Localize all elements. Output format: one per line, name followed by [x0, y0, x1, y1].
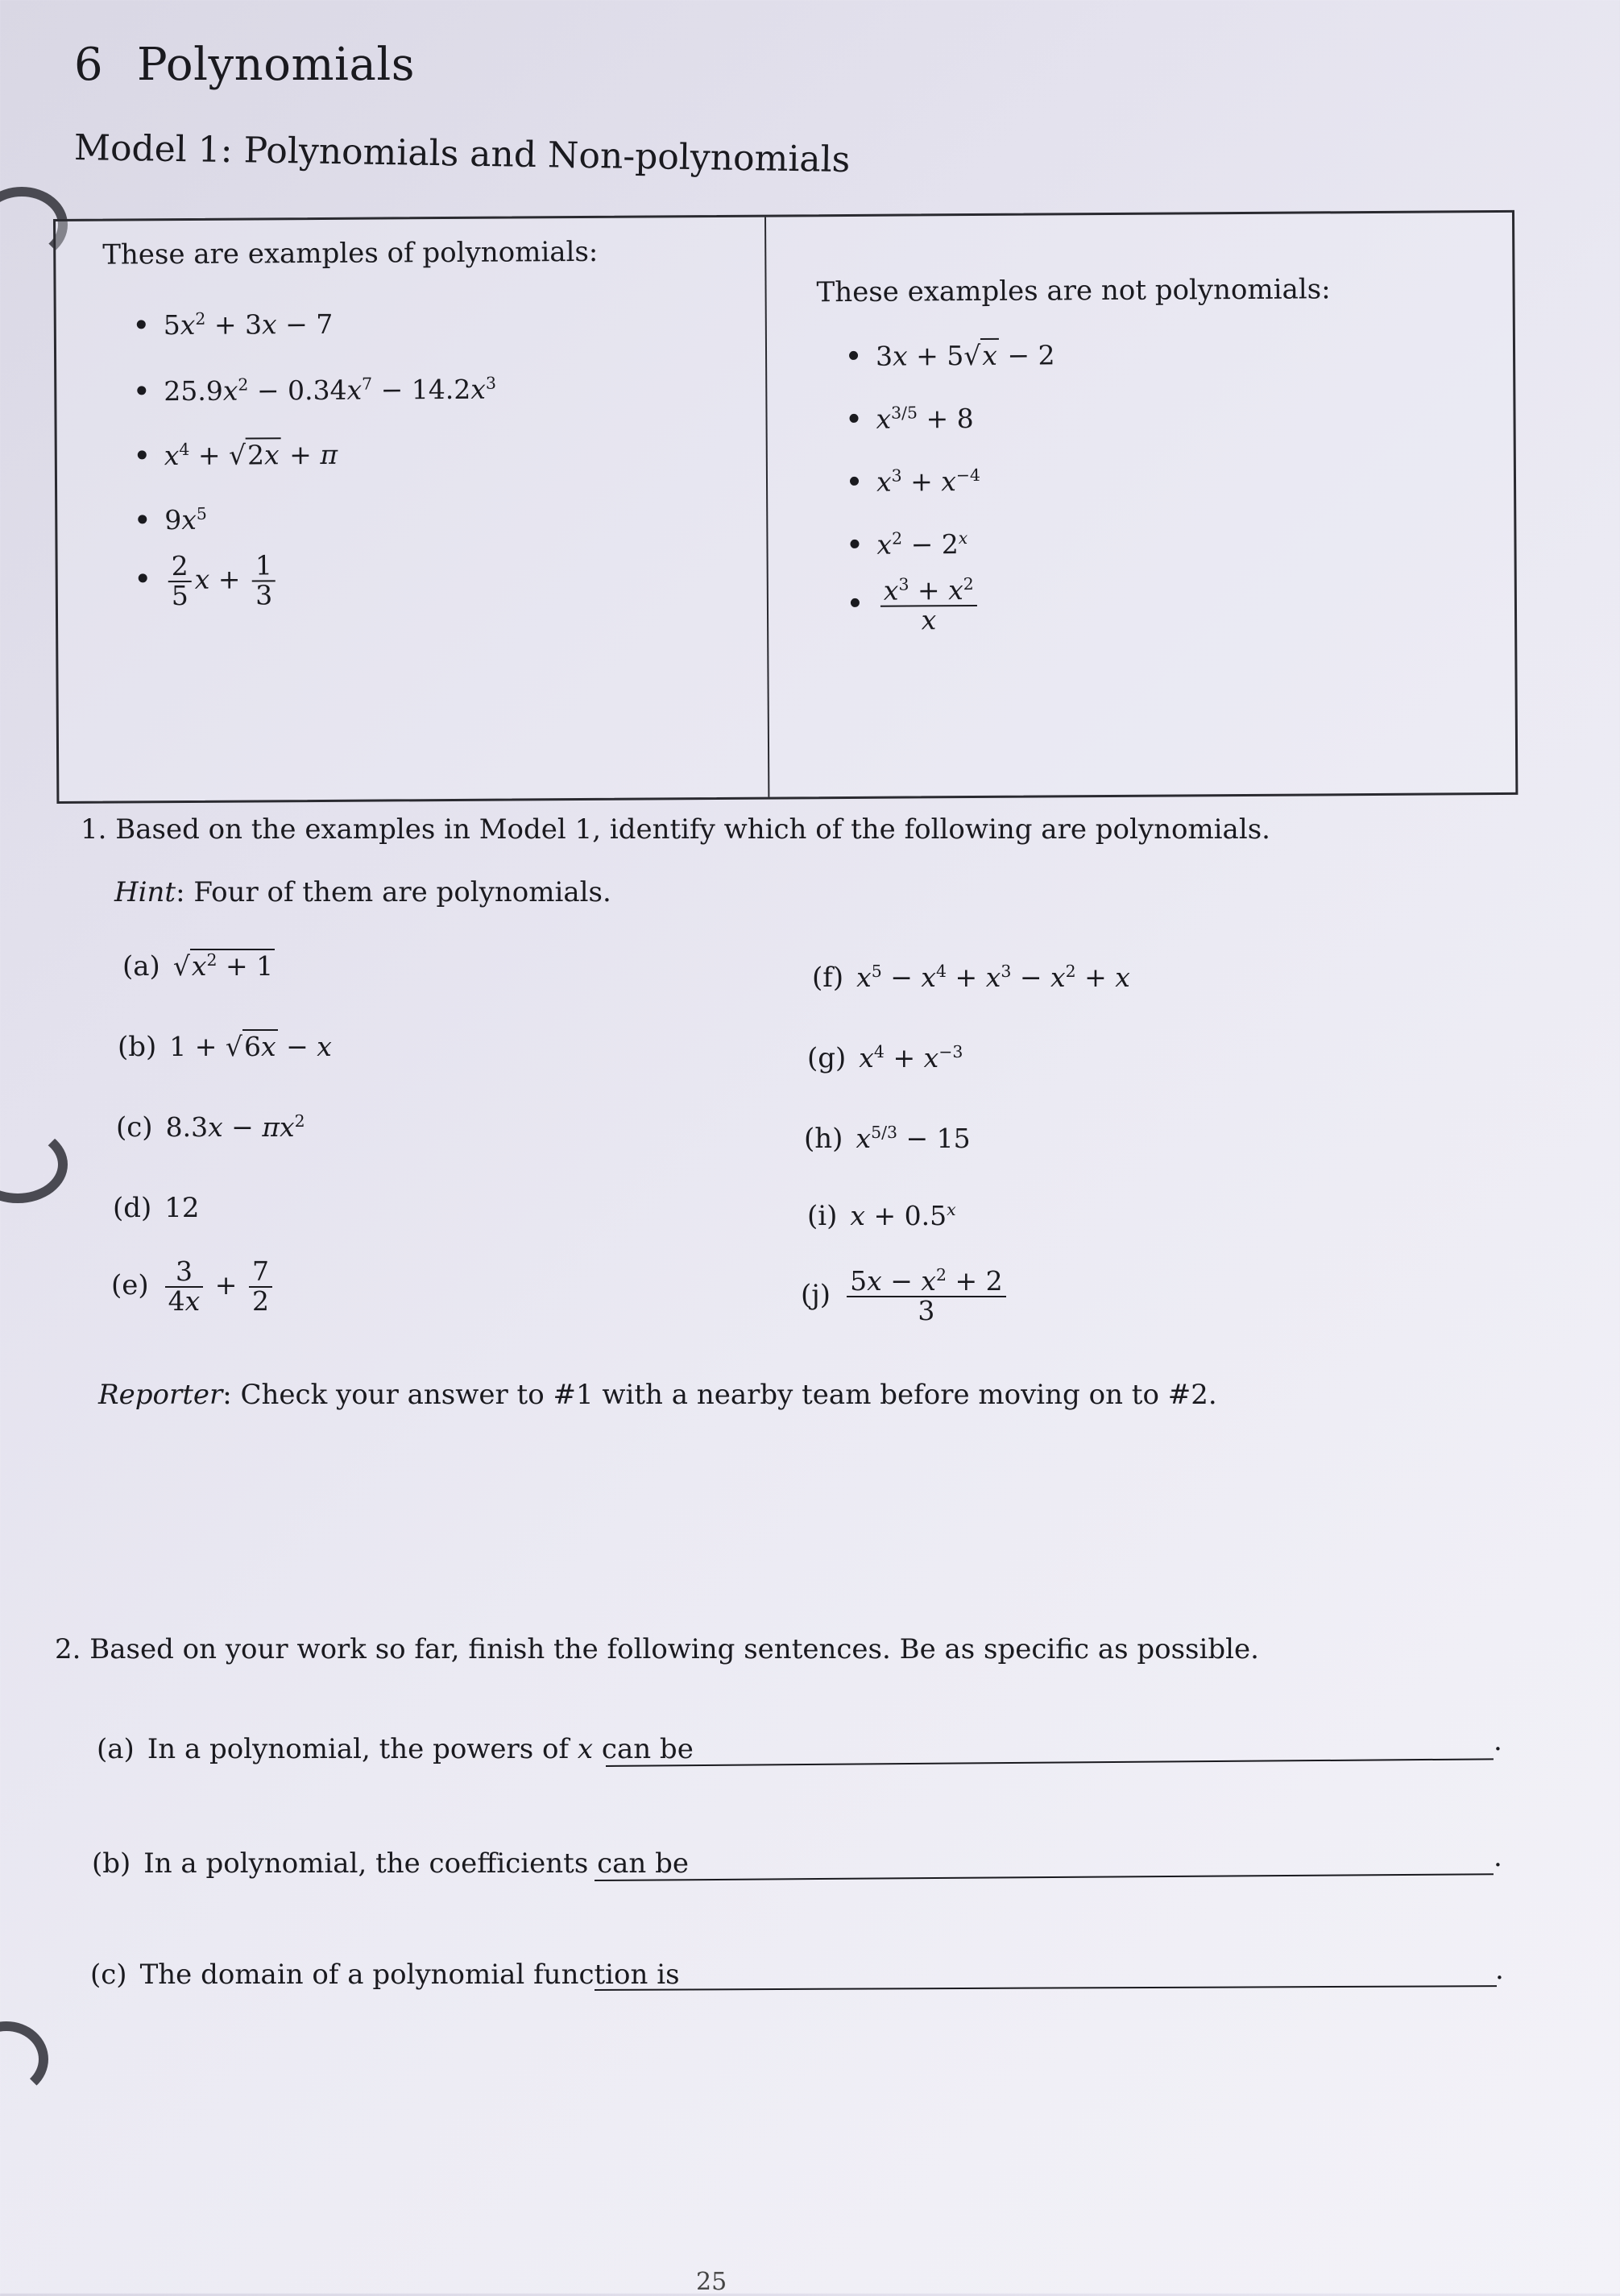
- non-polynomials-heading: These examples are not polynomials:: [816, 273, 1331, 309]
- sentence-label: (c): [90, 1959, 127, 1991]
- option-label: (c): [116, 1111, 153, 1144]
- option-j: (j) $\frac{5x - x^2 + 2}{3}$: [801, 1268, 1009, 1325]
- answer-line-c[interactable]: [595, 1985, 1497, 1991]
- list-item: $x^{3/5} + 8$: [849, 403, 973, 435]
- question-2-number: 2.: [55, 1633, 81, 1665]
- sentence-a: [97, 1733, 694, 1765]
- option-label: (a): [122, 950, 160, 983]
- question-2-text: Based on your work so far, finish the following sentences. Be as specific as possible.: [89, 1633, 1259, 1665]
- sentence-label: (a): [97, 1733, 135, 1765]
- option-a: (a) $√x^2 + 1$: [122, 950, 274, 983]
- option-label: (j): [801, 1278, 831, 1311]
- sentence-b-period: .: [1494, 1841, 1502, 1873]
- section-heading: [74, 39, 415, 91]
- option-label: (g): [807, 1042, 847, 1074]
- sentence-c-text: The domain of a polynomial function is: [139, 1959, 680, 1991]
- hint-label: Hint: [114, 876, 176, 908]
- question-1: [81, 813, 1270, 846]
- option-label: (b): [118, 1031, 157, 1063]
- list-item: $x^4 + √2x + \pi$: [138, 439, 338, 472]
- option-i: (i) $x + 0.5^x$: [807, 1200, 956, 1232]
- reporter-note: [98, 1379, 1217, 1411]
- binder-ring-middle: [0, 1126, 68, 1203]
- option-g: (g) $x^4 + x^{-3}$: [807, 1042, 963, 1074]
- question-1-number: 1.: [81, 813, 107, 846]
- model-title: Model 1: Polynomials and Non-polynomials: [73, 127, 851, 181]
- section-title: Polynomials: [137, 39, 415, 91]
- question-2: [55, 1633, 1259, 1665]
- option-label: (d): [113, 1192, 152, 1224]
- list-item: $x^3 + x^{-4}$: [850, 465, 980, 498]
- option-label: (f): [812, 962, 844, 994]
- option-b: (b) 1 + √6x − x: [118, 1031, 332, 1063]
- option-e: (e) $\frac{3}{4x}$ + $\frac{7}{2}$: [111, 1258, 276, 1315]
- table-divider: [764, 217, 769, 797]
- sentence-b: [92, 1847, 689, 1880]
- sentence-c-period: .: [1495, 1954, 1504, 1986]
- reporter-label: Reporter: [98, 1379, 223, 1411]
- list-item: $x^2 - 2^x$: [850, 528, 967, 561]
- binder-ring-bottom: [0, 2021, 48, 2097]
- answer-line-b[interactable]: [595, 1873, 1494, 1881]
- option-f: (f) $x^5 - x^4 + x^3 - x^2 + x$: [812, 962, 1130, 994]
- option-h: (h) $x^{5/3} - 15$: [804, 1123, 971, 1155]
- option-label: (h): [804, 1123, 843, 1155]
- hint-text: : Four of them are polynomials.: [176, 876, 611, 908]
- option-d: (d) 12: [113, 1192, 200, 1224]
- list-item: $\frac{2}{5}$ x + $\frac{1}{3}$: [139, 552, 280, 610]
- sentence-a-period: .: [1494, 1725, 1502, 1757]
- list-item: $9x^5$: [138, 504, 207, 536]
- question-1-hint: [114, 876, 611, 908]
- polynomials-heading: These are examples of polynomials:: [102, 235, 599, 271]
- sentence-a-var: x: [577, 1733, 594, 1765]
- option-c: (c) $8.3x - \pi x^2$: [116, 1111, 305, 1144]
- section-number: 6: [74, 39, 104, 91]
- sentence-a-prefix: In a polynomial, the powers of: [147, 1733, 570, 1765]
- list-item: $\frac{x^3 + x^2}{x}$: [851, 577, 980, 635]
- list-item: $25.9x^2 - 0.34x^7 - 14.2x^3$: [137, 374, 496, 407]
- sentence-label: (b): [92, 1847, 131, 1880]
- option-label: (e): [111, 1268, 149, 1301]
- list-item: 3x + 5√x − 2: [849, 339, 1055, 372]
- sentence-c: [90, 1959, 680, 1991]
- sentence-a-suffix: can be: [601, 1733, 694, 1765]
- question-1-text: Based on the examples in Model 1, identify which of the following are polynomials.: [115, 813, 1270, 846]
- reporter-text: : Check your answer to #1 with a nearby team before moving on to #2.: [222, 1379, 1217, 1411]
- page-number: 25: [696, 2268, 727, 2296]
- option-label: (i): [807, 1200, 838, 1232]
- list-item: $5x^2 + 3x - 7$: [137, 308, 334, 341]
- answer-line-a[interactable]: [606, 1758, 1494, 1767]
- model-table: [53, 210, 1518, 804]
- sentence-b-text: In a polynomial, the coefficients can be: [143, 1847, 689, 1880]
